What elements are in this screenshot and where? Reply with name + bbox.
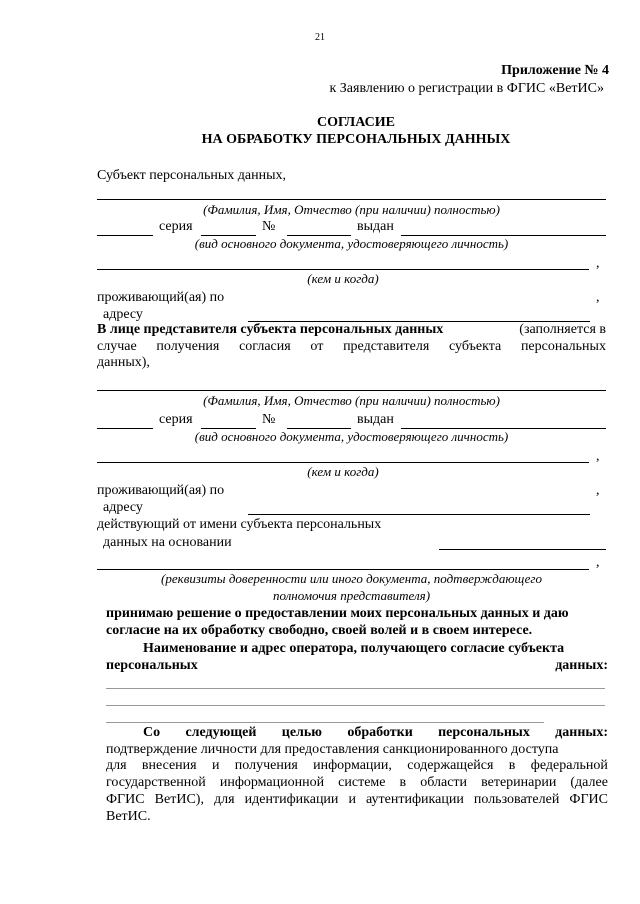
operator-line2-right: данных: <box>555 658 608 673</box>
appendix-title: Приложение № 4 <box>501 63 609 78</box>
doc-title-line1: СОГЛАСИЕ <box>317 115 395 130</box>
purpose-line2 <box>106 758 608 775</box>
page-number: 21 <box>315 32 325 43</box>
word: внесения <box>141 758 197 774</box>
subject-doc-hint: (вид основного документа, удостоверяющего личность) <box>194 236 509 251</box>
word: Со <box>143 725 161 740</box>
word: системе <box>338 775 386 791</box>
word: для <box>106 758 127 774</box>
subject-issued-label: выдан <box>357 219 394 234</box>
word: персональных <box>438 725 530 740</box>
word: информационной <box>219 775 325 791</box>
word: согласия <box>239 338 291 354</box>
word: и <box>211 758 220 774</box>
rep-residing-comma: , <box>596 483 600 498</box>
word: следующей <box>185 725 257 740</box>
rep-issued-label: выдан <box>357 412 394 427</box>
word: данных: <box>555 725 608 740</box>
rep-doc-hint: (вид основного документа, удостоверяющего личность) <box>194 429 509 444</box>
subject-label: Субъект персональных данных, <box>97 168 287 183</box>
word: ФГИС <box>569 791 608 807</box>
operator-blank-line1 <box>106 688 605 689</box>
word: персональных <box>520 338 606 354</box>
rep-proxy-hint-line2: полномочия представителя) <box>272 588 431 603</box>
rep-comma: , <box>596 449 600 464</box>
subject-issued-by-line <box>97 269 589 270</box>
operator-line1: Наименование и адрес оператора, получающего согласие субъекта <box>143 641 565 656</box>
subject-residing-label: проживающий(ая) по <box>97 290 225 305</box>
word: идентификации <box>244 791 339 807</box>
representative-paragraph <box>97 322 606 372</box>
operator-blank-line3 <box>106 722 544 723</box>
rep-fio-hint: (Фамилия, Имя, Отчество (при наличии) полностью) <box>203 393 500 408</box>
purpose-heading <box>106 725 608 742</box>
rep-series-label: серия <box>159 412 193 427</box>
word: содержащейся <box>407 758 494 774</box>
subject-number-label: № <box>262 219 276 234</box>
word: случае <box>97 338 137 354</box>
word: пользователей <box>473 791 560 807</box>
subject-series-label: серия <box>159 219 193 234</box>
representative-line2 <box>97 339 606 356</box>
rep-acting-line2: данных на основании <box>103 535 232 550</box>
rep-proxy-line <box>97 569 589 570</box>
appendix-subtitle: к Заявлению о регистрации в ФГИС «ВетИС» <box>329 81 604 96</box>
decision-line1: принимаю решение о предоставлении моих персональных данных и даю <box>106 606 569 621</box>
rep-address-line <box>248 514 590 515</box>
representative-rest: (заполняется в <box>519 322 606 337</box>
rep-number-label: № <box>262 412 276 427</box>
purpose-paragraph <box>106 725 608 825</box>
word: и <box>348 791 356 807</box>
representative-line3: данных), <box>97 355 150 371</box>
subject-residing-comma: , <box>596 290 600 305</box>
word: в <box>399 775 407 791</box>
rep-issued-hint: (кем и когда) <box>307 464 379 479</box>
purpose-line3 <box>106 775 608 792</box>
representative-bold: В лице представителя субъекта персональных данных <box>97 322 444 337</box>
subject-comma: , <box>596 256 600 271</box>
subject-fio-hint: (Фамилия, Имя, Отчество (при наличии) полностью) <box>203 202 500 217</box>
doc-title-line2: НА ОБРАБОТКУ ПЕРСОНАЛЬНЫХ ДАННЫХ <box>201 132 511 147</box>
purpose-line1: подтверждение личности для предоставления санкционированного доступа <box>106 741 559 757</box>
subject-fio-line <box>97 199 606 200</box>
subject-issued-hint: (кем и когда) <box>307 271 379 286</box>
word: для <box>214 791 235 807</box>
word: аутентификации <box>366 791 464 807</box>
word: получения <box>156 338 220 354</box>
rep-acting-line1: действующий от имени субъекта персональных <box>97 517 382 532</box>
word: представителя <box>343 338 430 354</box>
rep-address-label: адресу <box>103 500 143 515</box>
word: федеральной <box>530 758 608 774</box>
subject-address-label: адресу <box>103 307 143 322</box>
word: государственной <box>106 775 206 791</box>
rep-proxy-hint-line1: (реквизиты доверенности или иного документа, подтверждающего <box>161 571 542 586</box>
operator-blank-line2 <box>106 705 605 706</box>
word: от <box>310 338 324 354</box>
word: целью <box>281 725 323 740</box>
rep-issued-by-line <box>97 462 589 463</box>
rep-fio-line <box>97 390 606 391</box>
word: обработки <box>347 725 413 740</box>
word: получения <box>234 758 298 774</box>
word: в <box>508 758 516 774</box>
purpose-line4 <box>106 792 608 809</box>
word: ветеринарии <box>481 775 557 791</box>
representative-line1 <box>97 322 606 339</box>
rep-proxy-comma: , <box>596 555 600 570</box>
rep-residing-label: проживающий(ая) по <box>97 483 225 498</box>
decision-line2: согласие на их обработку свободно, своей волей и в своем интересе. <box>106 623 533 638</box>
word: информации, <box>313 758 392 774</box>
word: ФГИС <box>106 791 145 807</box>
word: субъекта <box>449 338 502 354</box>
word: ВетИС), <box>154 791 204 807</box>
operator-line2-left: персональных <box>106 658 198 673</box>
operator-line2 <box>106 657 608 674</box>
rep-basis-line <box>439 549 606 550</box>
word: области <box>420 775 468 791</box>
word: (далее <box>570 775 608 791</box>
purpose-line5: ВетИС. <box>106 808 151 824</box>
